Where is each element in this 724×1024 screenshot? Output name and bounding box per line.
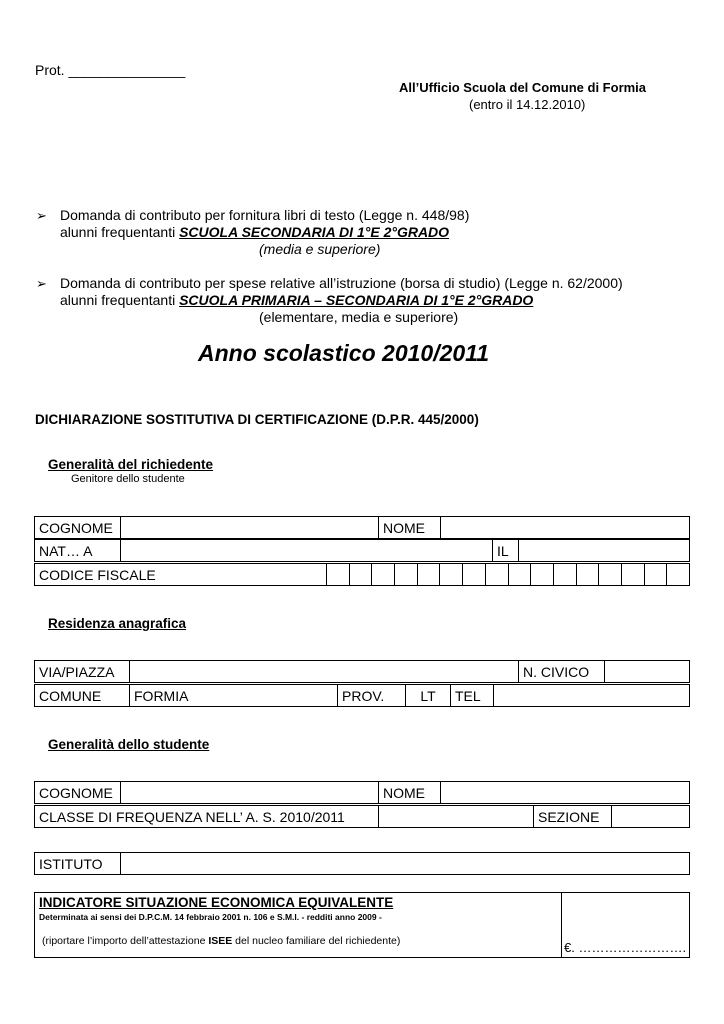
applicant-surname-field[interactable] bbox=[121, 517, 379, 539]
tax-code-char-box[interactable] bbox=[508, 564, 531, 586]
protocol-number: Prot. _______________ bbox=[35, 62, 186, 78]
phone-field[interactable] bbox=[494, 685, 690, 707]
application-2-students: alunni frequentanti SCUOLA PRIMARIA – SECONDARIA DI 1°E 2°GRADO bbox=[60, 292, 534, 308]
street-label: VIA/PIAZZA bbox=[35, 661, 130, 683]
applicant-name-field[interactable] bbox=[441, 517, 690, 539]
application-2-title: Domanda di contributo per spese relative all’istruzione (borsa di studio) (Legge n. 62/2000) bbox=[60, 275, 623, 291]
tax-code-char-box[interactable] bbox=[463, 564, 486, 586]
born-on-label: IL bbox=[493, 540, 519, 562]
birthdate-field[interactable] bbox=[519, 540, 690, 562]
applicant-surname-row bbox=[34, 516, 690, 539]
arrow-bullet-icon: ➢ bbox=[36, 208, 47, 223]
civic-number-label: N. CIVICO bbox=[519, 661, 605, 683]
student-surname-label: COGNOME bbox=[35, 782, 121, 804]
application-1-school: SCUOLA SECONDARIA DI 1°E 2°GRADO bbox=[179, 224, 450, 240]
student-name-label: NOME bbox=[379, 782, 441, 804]
deadline: (entro il 14.12.2010) bbox=[469, 97, 586, 112]
section-label: SEZIONE bbox=[534, 806, 612, 828]
tax-code-char-box[interactable] bbox=[553, 564, 576, 586]
tax-code-char-box[interactable] bbox=[644, 564, 667, 586]
tax-code-char-box[interactable] bbox=[395, 564, 418, 586]
name-label: NOME bbox=[379, 517, 441, 539]
tax-code-char-box[interactable] bbox=[349, 564, 372, 586]
city-label: COMUNE bbox=[35, 685, 130, 707]
province-label: PROV. bbox=[338, 685, 406, 707]
isee-subtitle: Determinata ai sensi dei D.P.C.M. 14 febbraio 2001 n. 106 e S.M.I. - redditi anno 2009 - bbox=[39, 912, 382, 922]
applicant-tax-code-row bbox=[34, 563, 690, 586]
tax-code-char-box[interactable] bbox=[621, 564, 644, 586]
province-value: LT bbox=[406, 685, 451, 707]
tax-code-char-box[interactable] bbox=[372, 564, 395, 586]
isee-title: INDICATORE SITUAZIONE ECONOMICA EQUIVALENTE bbox=[39, 895, 394, 910]
declaration-title: DICHIARAZIONE SOSTITUTIVA DI CERTIFICAZIONE (D.P.R. 445/2000) bbox=[35, 412, 479, 427]
class-field[interactable] bbox=[379, 806, 534, 828]
application-1-students: alunni frequentanti SCUOLA SECONDARIA DI 1°E 2°GRADO bbox=[60, 224, 450, 240]
arrow-bullet-icon: ➢ bbox=[36, 276, 47, 291]
student-surname-field[interactable] bbox=[121, 782, 379, 804]
birthplace-field[interactable] bbox=[121, 540, 493, 562]
civic-number-field[interactable] bbox=[605, 661, 690, 683]
isee-amount-field[interactable]: €. ……………………. bbox=[564, 940, 687, 955]
application-1-levels: (media e superiore) bbox=[259, 241, 381, 257]
residence-street-row bbox=[34, 660, 690, 683]
recipient-office: All’Ufficio Scuola del Comune di Formia bbox=[399, 80, 647, 95]
student-class-row bbox=[34, 805, 690, 828]
phone-label: TEL bbox=[451, 685, 494, 707]
institute-label: ISTITUTO bbox=[35, 853, 121, 875]
applicant-heading: Generalità del richiedente bbox=[48, 457, 214, 472]
institute-row bbox=[34, 852, 690, 875]
institute-field[interactable] bbox=[121, 853, 690, 875]
application-2-school: SCUOLA PRIMARIA – SECONDARIA DI 1°E 2°GRADO bbox=[179, 292, 534, 308]
section-field[interactable] bbox=[612, 806, 690, 828]
tax-code-char-box[interactable] bbox=[417, 564, 440, 586]
student-surname-row bbox=[34, 781, 690, 804]
surname-label: COGNOME bbox=[35, 517, 121, 539]
tax-code-char-box[interactable] bbox=[599, 564, 622, 586]
tax-code-char-box[interactable] bbox=[531, 564, 554, 586]
street-field[interactable] bbox=[130, 661, 519, 683]
application-2-levels: (elementare, media e superiore) bbox=[259, 309, 459, 325]
applicant-subheading: Genitore dello studente bbox=[71, 473, 185, 485]
class-label: CLASSE DI FREQUENZA NELL’ A. S. 2010/2011 bbox=[35, 806, 379, 828]
student-heading: Generalità dello studente bbox=[48, 737, 210, 752]
applicant-birth-row bbox=[34, 539, 690, 562]
tax-code-char-box[interactable] bbox=[485, 564, 508, 586]
isee-note: (riportare l’importo dell’attestazione ISEE del nucleo familiare del richiedente) bbox=[42, 935, 401, 947]
school-year-title: Anno scolastico 2010/2011 bbox=[198, 340, 490, 366]
isee-divider bbox=[561, 893, 562, 957]
tax-code-char-box[interactable] bbox=[327, 564, 350, 586]
city-value: FORMIA bbox=[130, 685, 338, 707]
tax-code-char-box[interactable] bbox=[576, 564, 599, 586]
residence-heading: Residenza anagrafica bbox=[48, 616, 187, 631]
isee-box bbox=[34, 892, 690, 958]
student-name-field[interactable] bbox=[441, 782, 690, 804]
residence-city-row bbox=[34, 684, 690, 707]
tax-code-char-box[interactable] bbox=[667, 564, 690, 586]
application-1-title: Domanda di contributo per fornitura libri di testo (Legge n. 448/98) bbox=[60, 207, 470, 223]
tax-code-char-box[interactable] bbox=[440, 564, 463, 586]
born-at-label: NAT… A bbox=[35, 540, 121, 562]
tax-code-label: CODICE FISCALE bbox=[35, 564, 327, 586]
